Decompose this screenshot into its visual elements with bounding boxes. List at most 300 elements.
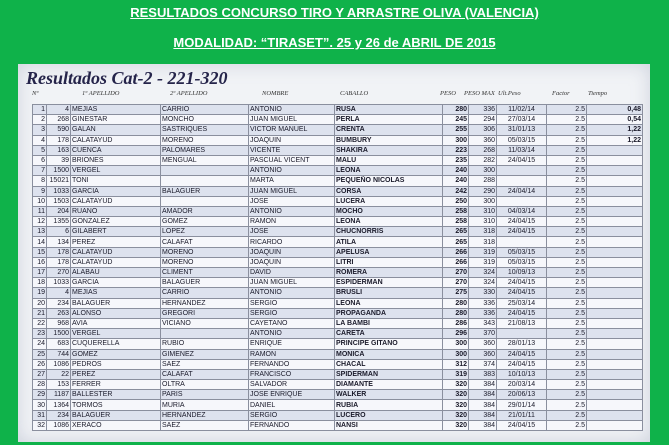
cell-caballo: DIAMANTE	[335, 380, 443, 390]
cell-n: 8	[33, 176, 47, 186]
cell-n: 12	[33, 217, 47, 227]
col-header-apellido2: 2º APELLIDO	[170, 90, 208, 97]
cell-tiempo: 1,22	[587, 135, 643, 145]
cell-ult: 24/04/15	[497, 278, 547, 288]
cell-caballo: MOCHO	[335, 206, 443, 216]
cell-peso: 270	[443, 278, 469, 288]
cell-ap1: MEJIAS	[71, 105, 161, 115]
cell-tiempo	[587, 308, 643, 318]
cell-caballo: LUCERO	[335, 410, 443, 420]
cell-factor: 2.5	[547, 349, 587, 359]
cell-pmax: 310	[469, 206, 497, 216]
table-row	[33, 369, 643, 379]
cell-tiempo	[587, 166, 643, 176]
cell-ap1: BALLESTER	[71, 390, 161, 400]
col-header-peso-max: PESO MAX	[464, 90, 495, 97]
cell-ap1: GARCIA	[71, 278, 161, 288]
cell-ap1: TONI	[71, 176, 161, 186]
cell-n: 18	[33, 278, 47, 288]
cell-factor: 2.5	[547, 166, 587, 176]
cell-ult: 27/03/14	[497, 115, 547, 125]
cell-factor: 2.5	[547, 298, 587, 308]
cell-factor: 2.5	[547, 390, 587, 400]
cell-caballo: CHUCNORRIS	[335, 227, 443, 237]
cell-dorsal: 1086	[47, 420, 71, 430]
cell-caballo: LA BAMBI	[335, 318, 443, 328]
cell-ult: 10/10/13	[497, 369, 547, 379]
cell-ap2: MORENO	[161, 247, 249, 257]
cell-factor: 2.5	[547, 155, 587, 165]
cell-peso: 296	[443, 329, 469, 339]
cell-n: 31	[33, 410, 47, 420]
cell-ult: 29/01/14	[497, 400, 547, 410]
cell-n: 22	[33, 318, 47, 328]
cell-ult: 24/04/15	[497, 359, 547, 369]
cell-peso: 320	[443, 380, 469, 390]
cell-dorsal: 204	[47, 206, 71, 216]
cell-ult: 05/03/15	[497, 247, 547, 257]
cell-caballo: MALU	[335, 155, 443, 165]
cell-peso: 258	[443, 206, 469, 216]
cell-tiempo	[587, 339, 643, 349]
cell-ult: 24/04/15	[497, 217, 547, 227]
cell-factor: 2.5	[547, 145, 587, 155]
cell-ap2: CARRIO	[161, 105, 249, 115]
cell-nombre: VICTOR MANUEL	[249, 125, 335, 135]
cell-pmax: 336	[469, 105, 497, 115]
cell-dorsal: 1355	[47, 217, 71, 227]
cell-n: 26	[33, 359, 47, 369]
cell-factor: 2.5	[547, 268, 587, 278]
cell-ap2: MURIA	[161, 400, 249, 410]
cell-ap1: PEREZ	[71, 369, 161, 379]
cell-pmax: 330	[469, 288, 497, 298]
cell-pmax: 384	[469, 400, 497, 410]
cell-peso: 266	[443, 257, 469, 267]
cell-ap1: CALATAYUD	[71, 257, 161, 267]
cell-peso: 270	[443, 268, 469, 278]
cell-ult: 05/03/15	[497, 135, 547, 145]
table-row	[33, 349, 643, 359]
cell-ult	[497, 166, 547, 176]
cell-ult: 24/04/15	[497, 420, 547, 430]
cell-ap1: PEREZ	[71, 237, 161, 247]
cell-factor: 2.5	[547, 115, 587, 125]
cell-ap2: MENGUAL	[161, 155, 249, 165]
col-header-peso: PESO	[440, 90, 456, 97]
cell-ap1: FERRER	[71, 380, 161, 390]
cell-peso: 235	[443, 155, 469, 165]
cell-nombre: DAVID	[249, 268, 335, 278]
cell-ap2: CLIMENT	[161, 268, 249, 278]
cell-ap1: ALONSO	[71, 308, 161, 318]
cell-caballo: ATILA	[335, 237, 443, 247]
cell-nombre: RICARDO	[249, 237, 335, 247]
cell-ult: 21/08/13	[497, 318, 547, 328]
cell-factor: 2.5	[547, 359, 587, 369]
cell-factor: 2.5	[547, 125, 587, 135]
cell-tiempo	[587, 400, 643, 410]
cell-pmax: 319	[469, 247, 497, 257]
table-row	[33, 115, 643, 125]
cell-tiempo	[587, 410, 643, 420]
cell-n: 24	[33, 339, 47, 349]
cell-pmax: 360	[469, 339, 497, 349]
cell-tiempo	[587, 155, 643, 165]
cell-factor: 2.5	[547, 339, 587, 349]
cell-pmax: 336	[469, 308, 497, 318]
cell-pmax: 300	[469, 196, 497, 206]
cell-n: 29	[33, 390, 47, 400]
cell-factor: 2.5	[547, 420, 587, 430]
cell-ult: 24/04/15	[497, 155, 547, 165]
cell-factor: 2.5	[547, 288, 587, 298]
cell-ult: 20/03/14	[497, 380, 547, 390]
cell-ap1: GILABERT	[71, 227, 161, 237]
cell-nombre: VICENTE	[249, 145, 335, 155]
cell-nombre: JOSE	[249, 196, 335, 206]
cell-ult: 21/01/11	[497, 410, 547, 420]
cell-caballo: LITRI	[335, 257, 443, 267]
cell-factor: 2.5	[547, 186, 587, 196]
page-heading-line2: MODALIDAD: “TIRASET”. 25 y 26 de ABRIL DE 2015	[173, 35, 496, 50]
cell-ap1: MEJIAS	[71, 288, 161, 298]
cell-n: 30	[33, 400, 47, 410]
table-row	[33, 278, 643, 288]
cell-n: 17	[33, 268, 47, 278]
col-header-nombre: NOMBRE	[262, 90, 289, 97]
cell-peso: 312	[443, 359, 469, 369]
cell-dorsal: 1033	[47, 186, 71, 196]
cell-ult: 25/03/14	[497, 298, 547, 308]
cell-tiempo	[587, 227, 643, 237]
cell-dorsal: 178	[47, 247, 71, 257]
cell-ap1: CUENCA	[71, 145, 161, 155]
cell-n: 27	[33, 369, 47, 379]
cell-ult: 24/04/15	[497, 288, 547, 298]
cell-dorsal: 39	[47, 155, 71, 165]
cell-dorsal: 4	[47, 105, 71, 115]
cell-nombre: JOAQUIN	[249, 247, 335, 257]
cell-ult	[497, 196, 547, 206]
cell-ap1: VERGEL	[71, 329, 161, 339]
cell-ap2: PARIS	[161, 390, 249, 400]
cell-nombre: MARTA	[249, 176, 335, 186]
cell-dorsal: 234	[47, 298, 71, 308]
cell-ult: 10/09/13	[497, 268, 547, 278]
cell-peso: 265	[443, 237, 469, 247]
table-row	[33, 135, 643, 145]
cell-ap1: CALATAYUD	[71, 135, 161, 145]
cell-dorsal: 683	[47, 339, 71, 349]
cell-caballo: LEONA	[335, 298, 443, 308]
cell-factor: 2.5	[547, 257, 587, 267]
cell-factor: 2.5	[547, 135, 587, 145]
cell-ap1: VERGEL	[71, 166, 161, 176]
cell-ap2: CALAFAT	[161, 237, 249, 247]
cell-nombre: JUAN MIGUEL	[249, 278, 335, 288]
cell-dorsal: 22	[47, 369, 71, 379]
col-header-ult-peso: Ult.Peso	[498, 90, 521, 97]
cell-tiempo	[587, 196, 643, 206]
cell-nombre: ENRIQUE	[249, 339, 335, 349]
cell-ap2: SAEZ	[161, 420, 249, 430]
cell-nombre: SALVADOR	[249, 380, 335, 390]
cell-tiempo	[587, 278, 643, 288]
table-row	[33, 247, 643, 257]
cell-n: 23	[33, 329, 47, 339]
cell-ap2: LOPEZ	[161, 227, 249, 237]
cell-n: 15	[33, 247, 47, 257]
cell-ap2: GIMENEZ	[161, 349, 249, 359]
cell-tiempo	[587, 420, 643, 430]
cell-ap2	[161, 329, 249, 339]
page-heading-line1: RESULTADOS CONCURSO TIRO Y ARRASTRE OLIVA (VALENCIA)	[130, 5, 539, 20]
table-row	[33, 298, 643, 308]
cell-ap1: GALAN	[71, 125, 161, 135]
cell-pmax: 290	[469, 186, 497, 196]
cell-pmax: 324	[469, 278, 497, 288]
cell-peso: 286	[443, 318, 469, 328]
cell-dorsal: 1500	[47, 166, 71, 176]
cell-pmax: 288	[469, 176, 497, 186]
cell-caballo: CRENTA	[335, 125, 443, 135]
cell-n: 25	[33, 349, 47, 359]
table-row	[33, 125, 643, 135]
cell-peso: 280	[443, 298, 469, 308]
cell-nombre: SERGIO	[249, 410, 335, 420]
cell-caballo: BUMBURY	[335, 135, 443, 145]
cell-tiempo	[587, 176, 643, 186]
cell-ap2: OLTRA	[161, 380, 249, 390]
cell-ap2: MORENO	[161, 135, 249, 145]
cell-nombre: ANTONIO	[249, 288, 335, 298]
cell-peso: 319	[443, 369, 469, 379]
cell-factor: 2.5	[547, 369, 587, 379]
table-row	[33, 145, 643, 155]
cell-n: 16	[33, 257, 47, 267]
cell-factor: 2.5	[547, 318, 587, 328]
cell-tiempo: 0,54	[587, 115, 643, 125]
sheet-title: Resultados Cat-2 - 221-320	[26, 68, 228, 88]
cell-nombre: ANTONIO	[249, 105, 335, 115]
cell-pmax: 282	[469, 155, 497, 165]
table-row	[33, 268, 643, 278]
cell-pmax: 294	[469, 115, 497, 125]
cell-ap2: SASTRIQUES	[161, 125, 249, 135]
cell-ap2	[161, 176, 249, 186]
cell-factor: 2.5	[547, 278, 587, 288]
cell-peso: 266	[443, 247, 469, 257]
table-row	[33, 329, 643, 339]
cell-ap2: BALAGUER	[161, 186, 249, 196]
cell-pmax: 360	[469, 349, 497, 359]
cell-pmax: 384	[469, 420, 497, 430]
col-header-tiempo: Tiempo	[588, 90, 608, 97]
cell-tiempo	[587, 186, 643, 196]
cell-peso: 265	[443, 227, 469, 237]
cell-caballo: CORSA	[335, 186, 443, 196]
cell-ap1: PEDROS	[71, 359, 161, 369]
cell-n: 13	[33, 227, 47, 237]
col-header-apellido1: 1º APELLIDO	[82, 90, 120, 97]
cell-dorsal: 178	[47, 257, 71, 267]
cell-tiempo	[587, 349, 643, 359]
cell-caballo: APELUSA	[335, 247, 443, 257]
cell-ult: 20/06/13	[497, 390, 547, 400]
table-row	[33, 410, 643, 420]
cell-ult: 24/04/15	[497, 308, 547, 318]
cell-peso: 255	[443, 125, 469, 135]
cell-caballo: RUBIA	[335, 400, 443, 410]
cell-pmax: 310	[469, 217, 497, 227]
cell-nombre: PASCUAL VICENT	[249, 155, 335, 165]
cell-n: 19	[33, 288, 47, 298]
cell-dorsal: 1187	[47, 390, 71, 400]
table-row	[33, 400, 643, 410]
cell-nombre: DANIEL	[249, 400, 335, 410]
cell-ap1: BRIONES	[71, 155, 161, 165]
cell-peso: 242	[443, 186, 469, 196]
cell-tiempo	[587, 268, 643, 278]
cell-nombre: JOAQUIN	[249, 135, 335, 145]
cell-nombre: SERGIO	[249, 308, 335, 318]
cell-ap1: GINESTAR	[71, 115, 161, 125]
cell-factor: 2.5	[547, 380, 587, 390]
cell-nombre: JOAQUIN	[249, 257, 335, 267]
cell-dorsal: 590	[47, 125, 71, 135]
cell-ap2	[161, 196, 249, 206]
table-row	[33, 308, 643, 318]
table-row	[33, 288, 643, 298]
cell-ap1: GOMEZ	[71, 349, 161, 359]
cell-factor: 2.5	[547, 105, 587, 115]
cell-tiempo	[587, 359, 643, 369]
cell-n: 4	[33, 135, 47, 145]
cell-peso: 320	[443, 390, 469, 400]
cell-peso: 250	[443, 196, 469, 206]
cell-caballo: PERLA	[335, 115, 443, 125]
table-row	[33, 237, 643, 247]
cell-tiempo	[587, 145, 643, 155]
cell-caballo: ROMERA	[335, 268, 443, 278]
cell-ap2: GOMEZ	[161, 217, 249, 227]
cell-tiempo: 1,22	[587, 125, 643, 135]
cell-dorsal: 1033	[47, 278, 71, 288]
cell-ap2: BALAGUER	[161, 278, 249, 288]
cell-pmax: 360	[469, 135, 497, 145]
cell-ult: 04/03/14	[497, 206, 547, 216]
cell-pmax: 268	[469, 145, 497, 155]
cell-pmax: 370	[469, 329, 497, 339]
cell-nombre: JUAN MIGUEL	[249, 115, 335, 125]
cell-pmax: 383	[469, 369, 497, 379]
cell-tiempo	[587, 369, 643, 379]
cell-caballo: WALKER	[335, 390, 443, 400]
table-row	[33, 420, 643, 430]
cell-n: 2	[33, 115, 47, 125]
cell-peso: 300	[443, 339, 469, 349]
cell-nombre: ANTONIO	[249, 329, 335, 339]
results-table	[32, 104, 643, 431]
cell-caballo: MONICA	[335, 349, 443, 359]
cell-nombre: FERNANDO	[249, 420, 335, 430]
cell-dorsal: 6	[47, 227, 71, 237]
cell-factor: 2.5	[547, 237, 587, 247]
cell-factor: 2.5	[547, 217, 587, 227]
cell-tiempo	[587, 390, 643, 400]
col-header-caballo: CABALLO	[340, 90, 369, 97]
cell-ap2: PALOMARES	[161, 145, 249, 155]
cell-ult: 24/04/15	[497, 349, 547, 359]
cell-factor: 2.5	[547, 329, 587, 339]
cell-ap2: AMADOR	[161, 206, 249, 216]
cell-n: 20	[33, 298, 47, 308]
cell-n: 28	[33, 380, 47, 390]
cell-dorsal: 178	[47, 135, 71, 145]
cell-pmax: 324	[469, 268, 497, 278]
cell-caballo: RUSA	[335, 105, 443, 115]
cell-dorsal: 263	[47, 308, 71, 318]
cell-ult: 24/04/14	[497, 186, 547, 196]
cell-ap2: RUBIO	[161, 339, 249, 349]
cell-dorsal: 15021	[47, 176, 71, 186]
table-row	[33, 339, 643, 349]
cell-pmax: 336	[469, 298, 497, 308]
cell-dorsal: 163	[47, 145, 71, 155]
table-row	[33, 176, 643, 186]
cell-caballo: PROPAGANDA	[335, 308, 443, 318]
cell-caballo: ESPIDERMAN	[335, 278, 443, 288]
cell-n: 11	[33, 206, 47, 216]
table-row	[33, 380, 643, 390]
cell-nombre: FRANCISCO	[249, 369, 335, 379]
cell-n: 7	[33, 166, 47, 176]
cell-peso: 258	[443, 217, 469, 227]
table-row	[33, 217, 643, 227]
cell-ap2: MORENO	[161, 257, 249, 267]
cell-caballo: LUCERA	[335, 196, 443, 206]
cell-ap2	[161, 166, 249, 176]
cell-ap1: TORMOS	[71, 400, 161, 410]
cell-dorsal: 1364	[47, 400, 71, 410]
cell-pmax: 318	[469, 227, 497, 237]
cell-nombre: RAMON	[249, 349, 335, 359]
cell-tiempo: 0,48	[587, 105, 643, 115]
cell-ap1: ALABAU	[71, 268, 161, 278]
cell-n: 1	[33, 105, 47, 115]
cell-nombre: ANTONIO	[249, 206, 335, 216]
cell-nombre: JUAN MIGUEL	[249, 186, 335, 196]
cell-ap2: MONCHO	[161, 115, 249, 125]
cell-factor: 2.5	[547, 400, 587, 410]
cell-peso: 320	[443, 400, 469, 410]
cell-pmax: 384	[469, 410, 497, 420]
cell-n: 9	[33, 186, 47, 196]
cell-factor: 2.5	[547, 308, 587, 318]
cell-tiempo	[587, 257, 643, 267]
cell-nombre: JOSE	[249, 227, 335, 237]
cell-pmax: 343	[469, 318, 497, 328]
cell-n: 3	[33, 125, 47, 135]
cell-n: 21	[33, 308, 47, 318]
cell-ap1: CALATAYUD	[71, 196, 161, 206]
cell-pmax: 319	[469, 257, 497, 267]
table-row	[33, 359, 643, 369]
cell-ap2: CARRIO	[161, 288, 249, 298]
cell-caballo: BRUSLI	[335, 288, 443, 298]
cell-ap2: CALAFAT	[161, 369, 249, 379]
